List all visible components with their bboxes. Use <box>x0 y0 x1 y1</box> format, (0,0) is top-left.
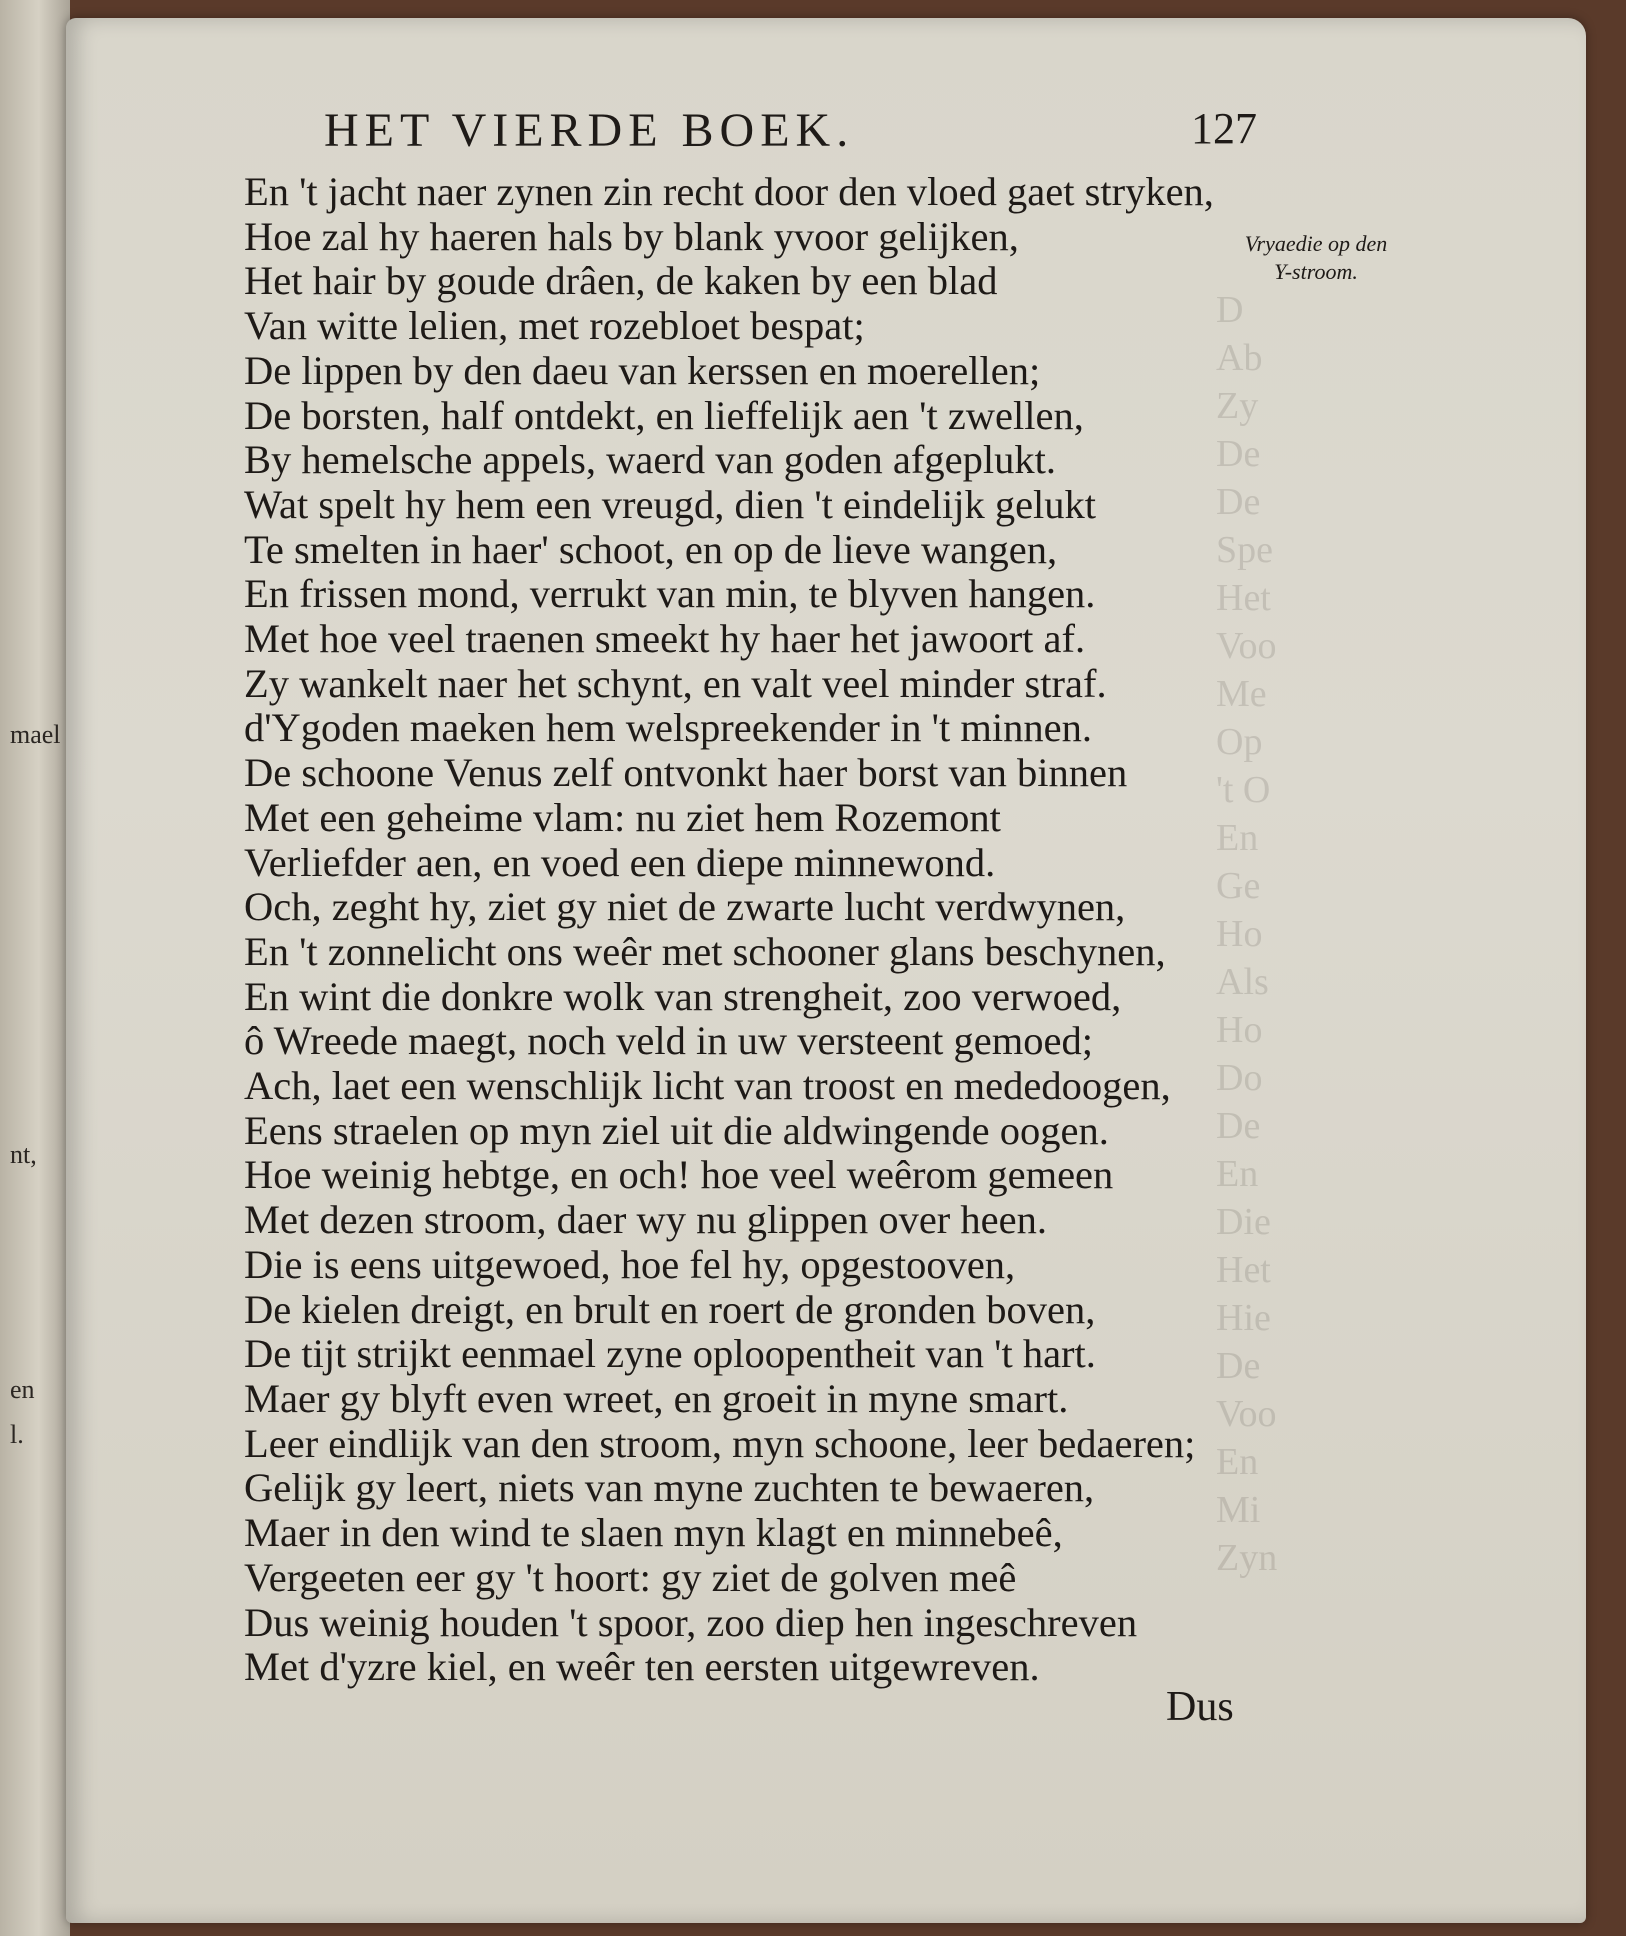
poem-line: Gelijk gy leert, niets van myne zuchten te bewaeren, <box>244 1465 1095 1511</box>
poem-line: Hoe zal hy haeren hals by blank yvoor gelijken, <box>244 213 1019 259</box>
page-number: 127 <box>1191 104 1257 153</box>
left-page-fragment: en <box>10 1375 35 1404</box>
poem-line: Eens straelen op myn ziel uit die aldwingende oogen. <box>244 1107 1109 1153</box>
poem-line: Wat spelt hy hem een vreugd, dien 't eindelijk gelukt <box>244 481 1097 527</box>
poem-line: En frissen mond, verrukt van min, te blyven hangen. <box>244 571 1096 617</box>
show-through-texture: D Ab Zy De De Spe Het Voo Me Op 't O En Ge Ho Als Ho Do De En Die Het Hie De Voo En Mi Zyn <box>1216 289 1278 1579</box>
poem-line: Ach, laet een wenschlijk licht van troost en mededoogen, <box>244 1063 1171 1109</box>
poem-text <box>244 170 1244 1690</box>
poem-line: ô Wreede maegt, noch veld in uw versteent gemoed; <box>244 1018 1093 1064</box>
poem-line: Van witte lelien, met rozebloet bespat; <box>244 303 865 349</box>
poem-line: By hemelsche appels, waerd van goden afgeplukt. <box>244 437 1056 483</box>
poem-line: Met d'yzre kiel, en weêr ten eersten uitgewreven. <box>244 1644 1040 1690</box>
poem-line: De tijt strijkt eenmael zyne oploopentheit van 't hart. <box>244 1331 1096 1377</box>
poem-line: De schoone Venus zelf ontvonkt haer borst van binnen <box>244 750 1128 796</box>
poem-line: En 't jacht naer zynen zin recht door den vloed gaet stryken, <box>244 169 1214 214</box>
poem-line: Het hair by goude drâen, de kaken by een blad <box>244 258 998 304</box>
left-page-fragment: nt, <box>10 1140 37 1169</box>
poem-line: Hoe weinig hebtge, en och! hoe veel weêrom gemeen <box>244 1152 1114 1198</box>
poem-line: Met dezen stroom, daer wy nu glippen over heen. <box>244 1197 1047 1243</box>
poem-line: Maer gy blyft even wreet, en groeit in myne smart. <box>244 1375 1069 1421</box>
poem-line: En 't zonnelicht ons weêr met schooner glans beschynen, <box>244 928 1166 974</box>
poem-line: Verliefder aen, en voed een diepe minnewond. <box>244 839 996 885</box>
left-page-edge <box>0 0 70 1936</box>
poem-line: De lippen by den daeu van kerssen en moerellen; <box>244 347 1041 393</box>
poem-line: Die is eens uitgewoed, hoe fel hy, opgestooven, <box>244 1241 1016 1287</box>
poem-line: Te smelten in haer' schoot, en op de lieve wangen, <box>244 526 1058 572</box>
poem-line: En wint die donkre wolk van strengheit, zoo verwoed, <box>244 973 1122 1019</box>
poem-line: Dus weinig houden 't spoor, zoo diep hen ingeschreven <box>244 1599 1138 1645</box>
poem-line: Leer eindlijk van den stroom, myn schoone, leer bedaeren; <box>244 1420 1196 1466</box>
running-title: HET VIERDE BOEK. <box>324 104 855 157</box>
catchword: Dus <box>1166 1684 1234 1730</box>
poem-line: Vergeeten eer gy 't hoort: gy ziet de golven meê <box>244 1554 1017 1600</box>
poem-line: De borsten, half ontdekt, en lieffelijk aen 't zwellen, <box>244 392 1084 438</box>
poem-line: d'Ygoden maeken hem welspreekender in 't minnen. <box>244 705 1092 751</box>
poem-line: De kielen dreigt, en brult en roert de gronden boven, <box>244 1286 1096 1332</box>
marginal-note: Vryaedie op den Y-stroom. <box>1244 231 1388 284</box>
poem-line: Maer in den wind te slaen myn klagt en minnebeê, <box>244 1510 1063 1556</box>
poem-line: Met een geheime vlam: nu ziet hem Rozemont <box>244 794 1001 840</box>
left-page-fragment: l. <box>10 1420 24 1449</box>
poem-line: Zy wankelt naer het schynt, en valt veel minder straf. <box>244 660 1107 706</box>
poem-line: Met hoe veel traenen smeekt hy haer het jawoort af. <box>244 616 1086 662</box>
poem-line: Och, zeght hy, ziet gy niet de zwarte lucht verdwynen, <box>244 884 1126 930</box>
book-page <box>66 18 1586 1923</box>
left-page-fragment: mael <box>10 720 61 749</box>
